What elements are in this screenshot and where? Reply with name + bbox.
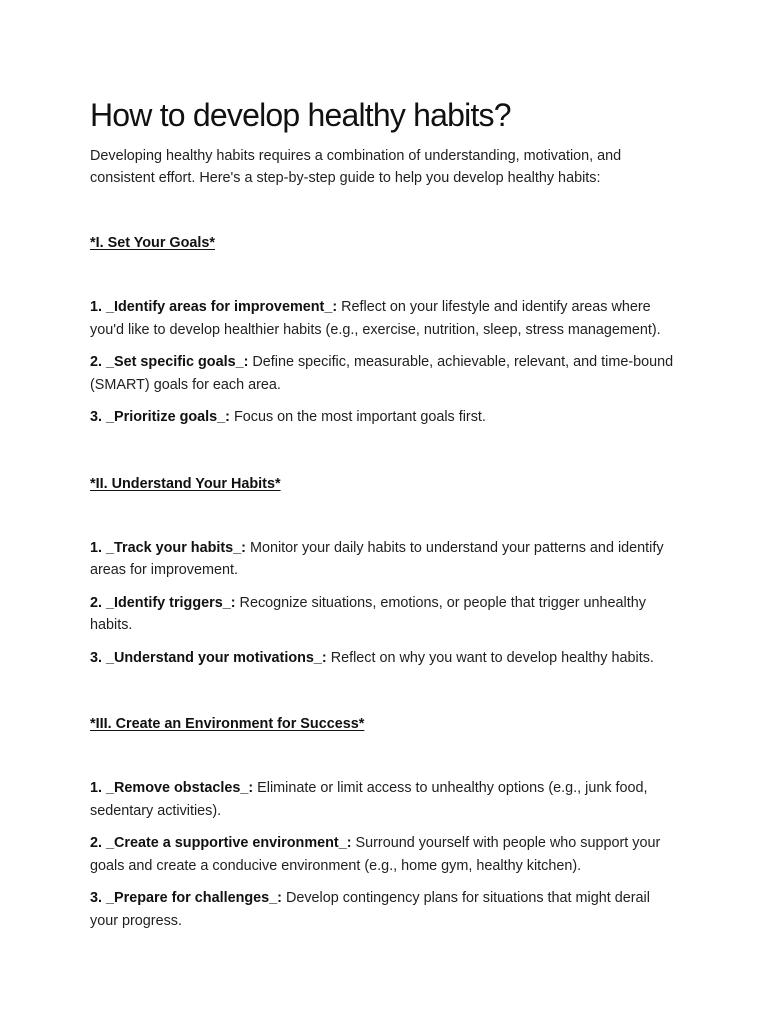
section-understand-your-habits [90,473,680,670]
list-item [90,777,680,822]
page-title: How to develop healthy habits? [90,97,511,133]
section-set-your-goals [90,232,680,429]
item-label: 1. _Identify areas for improvement_: [90,299,338,315]
list-item [90,537,680,582]
list-item [90,592,680,637]
item-label: 3. _Understand your motivations_: [90,649,327,666]
section-heading: *I. Set Your Goals* [90,235,216,251]
item-label: 1. _Remove obstacles_: [90,780,254,796]
list-item [90,832,680,877]
section-heading: *III. Create an Environment for Success* [90,716,365,732]
item-text: Monitor your daily habits to understand your patterns and identify areas for improvement. [90,539,664,578]
document-page [90,94,680,942]
item-label: 1. _Track your habits_: [90,539,246,556]
item-text: Reflect on why you want to develop healthy habits. [326,649,654,666]
item-text: Define specific, measurable, achievable, relevant, and time-bound (SMART) goals for each area. [90,354,674,393]
item-text: Focus on the most important goals first. [229,409,486,425]
item-label: 2. _Create a supportive environment_: [90,835,352,851]
item-text: Reflect on your lifestyle and identify areas where you'd like to develop healthier habits (e.g., exercise, nutrition, sleep, stress management). [90,299,661,338]
list-item [90,351,680,396]
item-text: Surround yourself with people who support your goals and create a conducive environment (e.g., home gym, healthy kitchen). [90,835,661,874]
item-label: 2. _Set specific goals_: [90,354,249,370]
list-item [90,296,680,341]
intro-paragraph: Developing healthy habits requires a combination of understanding, motivation, and consistent effort. Here's a step-by-step guide to help you develop healthy habits: [90,148,622,186]
list-item [90,887,680,932]
section-create-environment [90,713,680,932]
item-text: Develop contingency plans for situations that might derail your progress. [90,890,650,929]
list-item [90,647,680,670]
item-text: Recognize situations, emotions, or people that trigger unhealthy habits. [90,594,646,633]
item-label: 3. _Prioritize goals_: [90,409,230,425]
section-heading: *II. Understand Your Habits* [90,475,281,492]
list-item [90,406,680,429]
item-label: 2. _Identify triggers_: [90,594,236,611]
item-label: 3. _Prepare for challenges_: [90,890,282,906]
item-text: Eliminate or limit access to unhealthy options (e.g., junk food, sedentary activities). [90,780,648,819]
